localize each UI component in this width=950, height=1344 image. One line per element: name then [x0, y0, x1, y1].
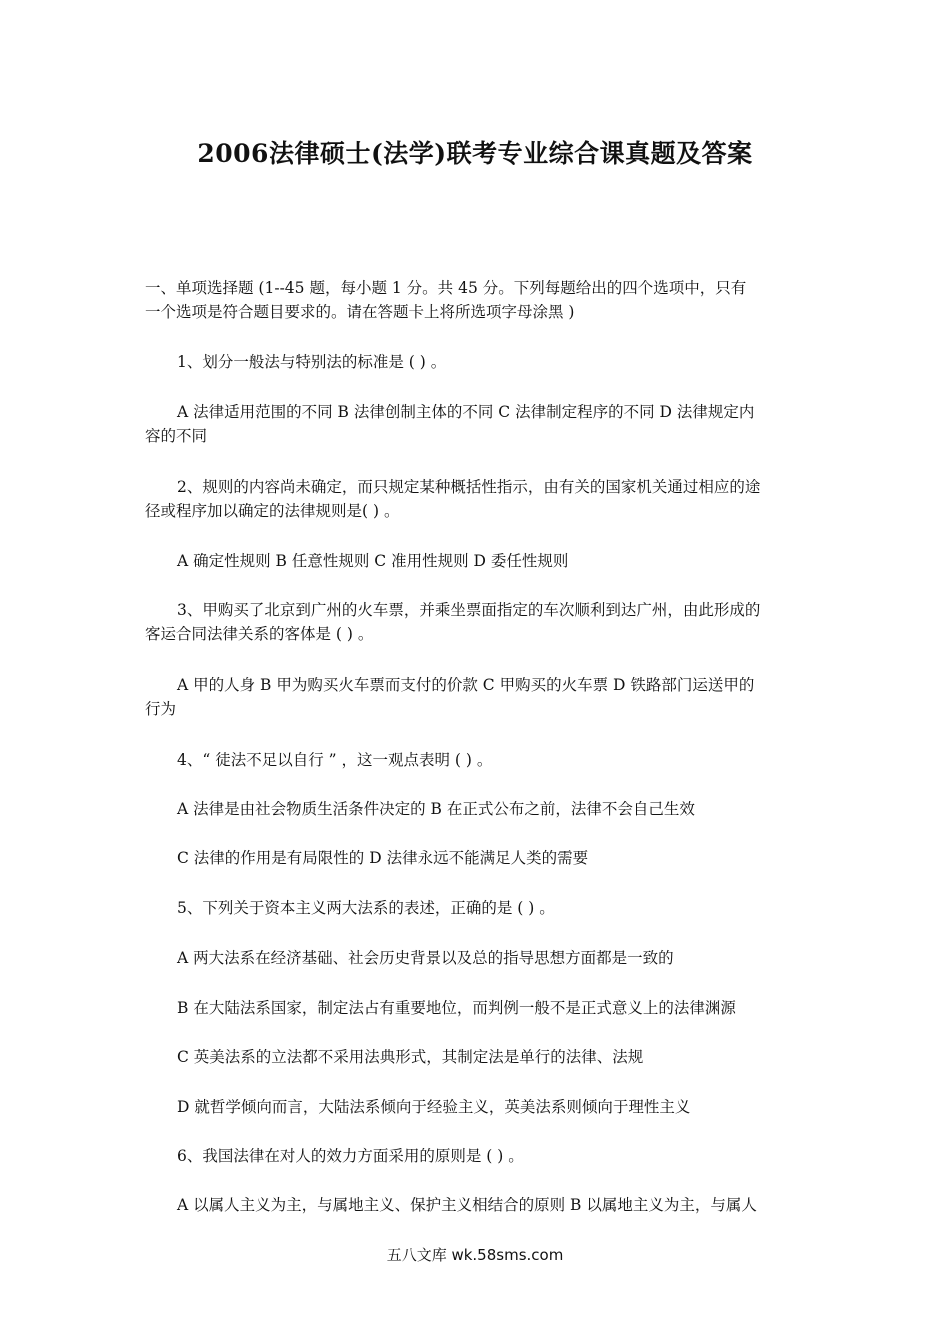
question-5-option-b: B 在大陆法系国家，制定法占有重要地位，而判例一般不是正式意义上的法律渊源 — [177, 999, 736, 1017]
question-5-option-c: C 英美法系的立法都不采用法典形式，其制定法是单行的法律、法规 — [177, 1048, 644, 1066]
question-3-options: A 甲的人身 B 甲为购买火车票而支付的价款 C 甲购买的火车票 D 铁路部门运送甲的 — [177, 676, 755, 694]
question-1-options-cont: 容的不同 — [145, 427, 208, 445]
question-4-stem: 4、“ 徒法不足以自行 ” ，这一观点表明 ( ) 。 — [177, 751, 493, 769]
question-2-stem: 2、规则的内容尚未确定，而只规定某种概括性指示，由有关的国家机关通过相应的途 — [177, 478, 761, 496]
question-4-options-cd: C 法律的作用是有局限性的 D 法律永远不能满足人类的需要 — [177, 849, 589, 867]
question-6-stem: 6、我国法律在对人的效力方面采用的原则是 ( ) 。 — [177, 1147, 524, 1165]
question-3-stem-cont: 客运合同法律关系的客体是 ( ) 。 — [145, 625, 374, 643]
question-2-options: A 确定性规则 B 任意性规则 C 准用性规则 D 委任性规则 — [177, 552, 569, 570]
question-1-options: A 法律适用范围的不同 B 法律创制主体的不同 C 法律制定程序的不同 D 法律规定内 — [177, 403, 755, 421]
question-2-stem-cont: 径或程序加以确定的法律规则是( ) 。 — [145, 502, 400, 520]
question-3-stem: 3、甲购买了北京到广州的火车票，并乘坐票面指定的车次顺利到达广州，由此形成的 — [177, 601, 761, 619]
section-intro-line-2: 一个选项是符合题目要求的。请在答题卡上将所选项字母涂黑 ) — [145, 303, 575, 321]
question-5-option-a: A 两大法系在经济基础、社会历史背景以及总的指导思想方面都是一致的 — [177, 949, 674, 967]
page-footer: 五八文库 wk.58sms.com — [386, 1246, 564, 1264]
question-6-options: A 以属人主义为主，与属地主义、保护主义相结合的原则 B 以属地主义为主，与属人 — [177, 1196, 757, 1214]
question-5-stem: 5、下列关于资本主义两大法系的表述，正确的是 ( ) 。 — [177, 899, 555, 917]
question-5-option-d: D 就哲学倾向而言，大陆法系倾向于经验主义，英美法系则倾向于理性主义 — [177, 1098, 691, 1116]
section-intro-line-1: 一、单项选择题 (1--45 题，每小题 1 分。共 45 分。下列每题给出的四个选项中，只有 — [145, 279, 747, 297]
document-title: 2006法律硕士(法学)联考专业综合课真题及答案 — [197, 139, 753, 168]
question-3-options-cont: 行为 — [145, 700, 177, 718]
question-1-stem: 1、划分一般法与特别法的标准是 ( ) 。 — [177, 353, 447, 371]
question-4-options-ab: A 法律是由社会物质生活条件决定的 B 在正式公布之前，法律不会自己生效 — [177, 800, 695, 818]
